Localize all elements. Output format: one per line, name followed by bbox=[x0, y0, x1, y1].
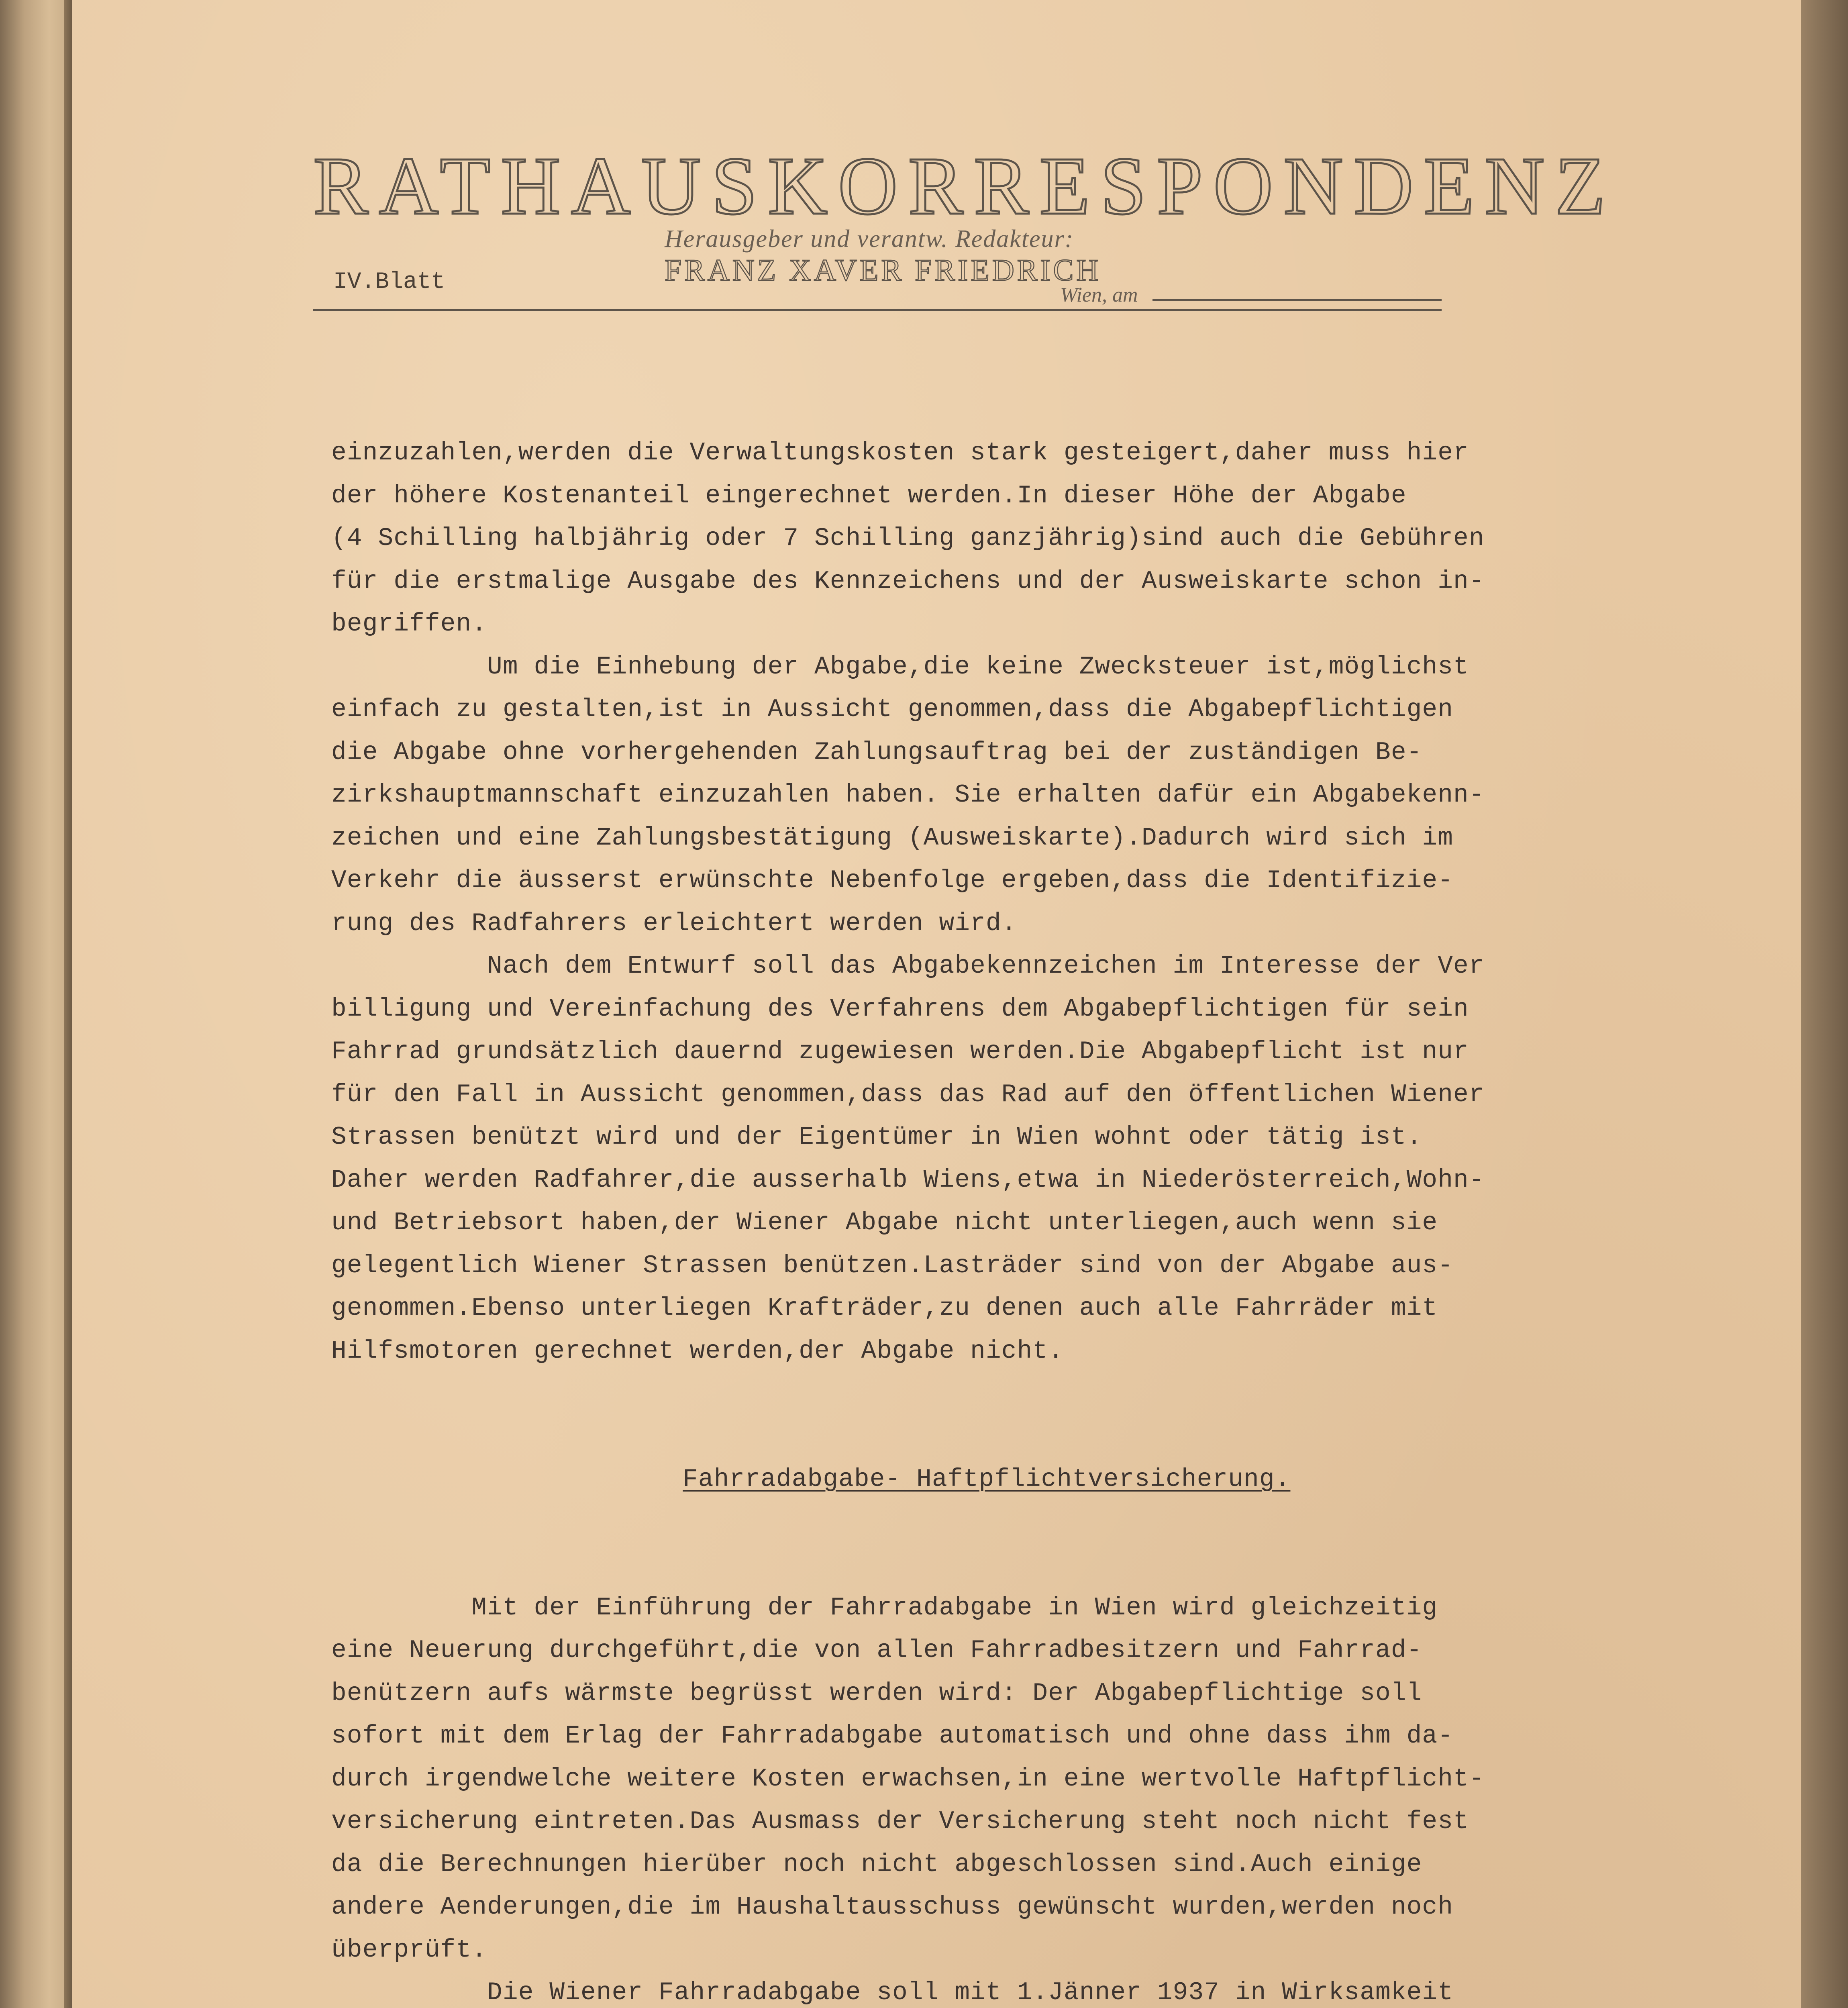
section-heading: Fahrradabgabe- Haftpflichtversicherung. bbox=[683, 1465, 1291, 1494]
body-line: Um die Einhebung der Abgabe,die keine Zwecksteuer ist,möglichst bbox=[331, 652, 1469, 681]
body-line: rung des Radfahrers erleichtert werden wird. bbox=[331, 909, 1017, 938]
body-line: zeichen und eine Zahlungsbestätigung (Ausweiskarte).Dadurch wird sich im bbox=[331, 823, 1454, 852]
body-line: und Betriebsort haben,der Wiener Abgabe nicht unterliegen,auch wenn sie bbox=[331, 1208, 1438, 1237]
body-line: der höhere Kostenanteil eingerechnet werden.In dieser Höhe der Abgabe bbox=[331, 481, 1407, 510]
body-line: einzuzahlen,werden die Verwaltungskosten stark gesteigert,daher muss hier bbox=[331, 439, 1469, 467]
body-line: genommen.Ebenso unterliegen Krafträder,zu denen auch alle Fahrräder mit bbox=[331, 1294, 1438, 1322]
body-line: Strassen benützt wird und der Eigentümer in Wien wohnt oder tätig ist. bbox=[331, 1123, 1422, 1151]
section-heading-line bbox=[331, 1458, 1536, 1501]
sheet-number: IV.Blatt bbox=[333, 269, 445, 295]
body-paragraphs-1 bbox=[331, 432, 1536, 1373]
body-line: Die Wiener Fahrradabgabe soll mit 1.Jänner 1937 in Wirksamkeit bbox=[331, 1978, 1454, 2007]
body-line: einfach zu gestalten,ist in Aussicht genommen,dass die Abgabepflichtigen bbox=[331, 695, 1454, 724]
body-line: für den Fall in Aussicht genommen,dass das Rad auf den öffentlichen Wiener bbox=[331, 1080, 1485, 1109]
body-paragraphs-2 bbox=[331, 1587, 1536, 2008]
body-line: durch irgendwelche weitere Kosten erwachsen,in eine wertvolle Haftpflicht- bbox=[331, 1764, 1485, 1793]
body-line: Nach dem Entwurf soll das Abgabekennzeichen im Interesse der Ver bbox=[331, 952, 1485, 980]
body-line: zirkshauptmannschaft einzuzahlen haben. Sie erhalten dafür ein Abgabekenn- bbox=[331, 781, 1485, 809]
publisher-line: Herausgeber und verantw. Redakteur: bbox=[665, 225, 1074, 253]
body-line: überprüft. bbox=[331, 1935, 487, 1964]
body-line: Daher werden Radfahrer,die ausserhalb Wiens,etwa in Niederösterreich,Wohn- bbox=[331, 1165, 1485, 1194]
body-line: sofort mit dem Erlag der Fahrradabgabe automatisch und ohne dass ihm da- bbox=[331, 1722, 1454, 1750]
body-line: da die Berechnungen hierüber noch nicht abgeschlossen sind.Auch einige bbox=[331, 1850, 1422, 1879]
body-line: Fahrrad grundsätzlich dauernd zugewiesen werden.Die Abgabepflicht ist nur bbox=[331, 1037, 1469, 1066]
body-line: (4 Schilling halbjährig oder 7 Schilling ganzjährig)sind auch die Gebühren bbox=[331, 524, 1485, 553]
body-line: versicherung eintreten.Das Ausmass der Versicherung steht noch nicht fest bbox=[331, 1807, 1469, 1836]
body-line: andere Aenderungen,die im Haushaltausschuss gewünscht wurden,werden noch bbox=[331, 1893, 1454, 1921]
body-line: die Abgabe ohne vorhergehenden Zahlungsauftrag bei der zuständigen Be- bbox=[331, 738, 1422, 767]
body-line: für die erstmalige Ausgabe des Kennzeichens und der Ausweiskarte schon in- bbox=[331, 567, 1485, 596]
body-line: billigung und Vereinfachung des Verfahrens dem Abgabepflichtigen für sein bbox=[331, 994, 1469, 1023]
body-line: eine Neuerung durchgeführt,die von allen Fahrradbesitzern und Fahrrad- bbox=[331, 1636, 1422, 1665]
body-line: benützern aufs wärmste begrüsst werden wird: Der Abgabepflichtige soll bbox=[331, 1679, 1422, 1708]
binding-strip bbox=[0, 0, 70, 2008]
header-rule bbox=[313, 309, 1442, 311]
typed-body bbox=[331, 346, 1536, 2008]
date-line bbox=[1152, 299, 1442, 301]
sheet-edge bbox=[1801, 0, 1848, 2008]
place-date-label: Wien, am bbox=[1060, 284, 1138, 306]
editor-name: FRANZ XAVER FRIEDRICH bbox=[665, 253, 1101, 287]
body-line: Mit der Einführung der Fahrradabgabe in Wien wird gleichzeitig bbox=[331, 1593, 1438, 1622]
masthead-title: RATHAUSKORRESPONDENZ bbox=[313, 140, 1616, 232]
body-line: Hilfsmotoren gerechnet werden,der Abgabe nicht. bbox=[331, 1337, 1064, 1365]
body-line: begriffen. bbox=[331, 610, 487, 638]
body-line: Verkehr die äusserst erwünschte Nebenfolge ergeben,dass die Identifizie- bbox=[331, 866, 1454, 895]
body-line: gelegentlich Wiener Strassen benützen.Lasträder sind von der Abgabe aus- bbox=[331, 1251, 1454, 1280]
